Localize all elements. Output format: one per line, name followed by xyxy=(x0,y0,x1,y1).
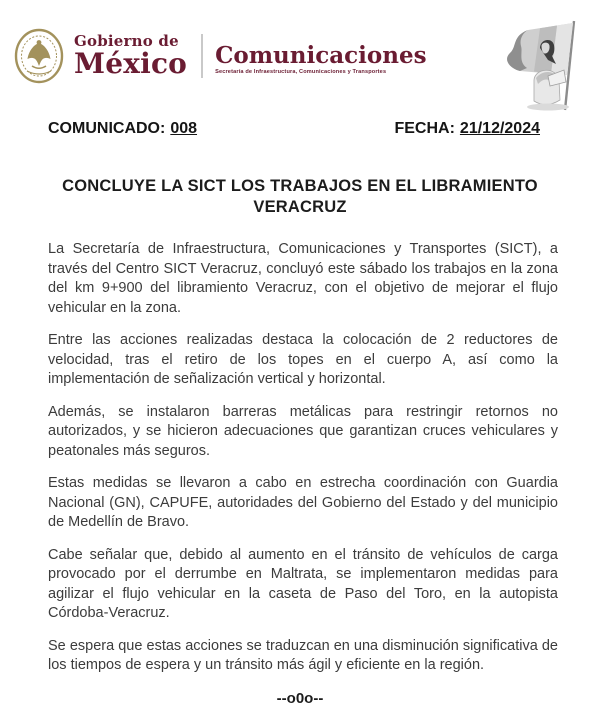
logo-divider xyxy=(201,34,203,78)
paragraph-5: Cabe señalar que, debido al aumento en el tránsito de vehículos de carga provocado por el derrumbe en Maltrata, se implementaron medidas para agilizar el flujo vehicular en la caseta de Paso del Toro, en la autopista Córdoba-Veracruz. xyxy=(48,546,558,621)
meta-row xyxy=(0,120,600,138)
comunicado-number xyxy=(48,120,197,138)
paragraph-6: Se espera que estas acciones se traduzcan en una disminución significativa de los tiempos de espera y un tránsito más ágil y eficiente en la región. xyxy=(48,637,558,673)
fecha-value: 21/12/2024 xyxy=(459,120,540,137)
press-release-body xyxy=(0,240,600,676)
paragraph-1: La Secretaría de Infraestructura, Comunicaciones y Transportes (SICT), a través del Centro SICT Veracruz, concluyó este sábado los trabajos en la zona del km 9+900 del libramiento Veracruz, con el objetivo de mejorar el flujo vehicular en la zona. xyxy=(48,241,558,316)
press-release-title: CONCLUYE LA SICT LOS TRABAJOS EN EL LIBRAMIENTO VERACRUZ xyxy=(62,177,538,216)
fecha xyxy=(394,120,540,138)
brand-line1: Gobierno de xyxy=(74,32,179,50)
secretariat-subtitle: Secretaría de Infraestructura, Comunicaciones y Transportes xyxy=(215,68,387,75)
header xyxy=(0,0,600,100)
paragraph-3: Además, se instalaron barreras metálicas para restringir retornos no autorizados, y se hicieron adecuaciones que garantizan cruces vehiculares y peatonales más seguros. xyxy=(48,403,558,459)
mexico-eagle-seal-icon xyxy=(14,28,64,84)
end-of-document-mark: --o0o-- xyxy=(276,689,324,707)
woman-with-flag-image xyxy=(498,18,582,112)
paragraph-4: Estas medidas se llevaron a cabo en estrecha coordinación con Guardia Nacional (GN), CAPUFE, autoridades del Gobierno del Estado y del municipio de Medellín de Bravo. xyxy=(48,475,558,530)
paragraph-2: Entre las acciones realizadas destaca la colocación de 2 reductores de velocidad, tras el retiro de los topes en el cuerpo A, así como la implementación de señalización vertical y horizontal. xyxy=(48,332,558,387)
fecha-label: FECHA: xyxy=(394,120,455,137)
comunicado-label: COMUNICADO: xyxy=(48,120,166,137)
comunicado-value: 008 xyxy=(170,120,198,137)
secretariat-block xyxy=(215,41,427,75)
brand-wordmark xyxy=(74,34,187,78)
brand-line2: México xyxy=(74,47,188,80)
gobierno-mexico-logo xyxy=(14,28,427,84)
secretariat-name: Comunicaciones xyxy=(215,41,427,69)
